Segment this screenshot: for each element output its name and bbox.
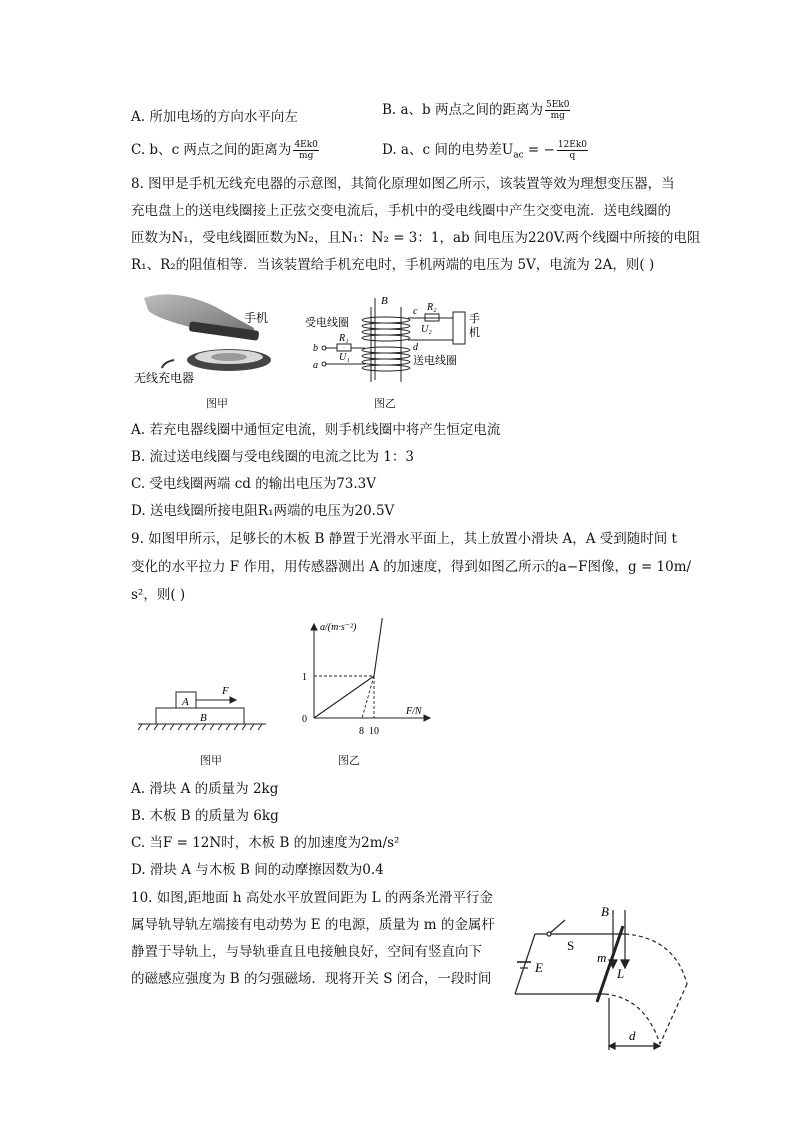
q7-option-b: B. a、b 两点之间的距离为 $\frac{5Ek0}{mg}$ (382, 100, 570, 121)
y-axis-label: a/(m·s⁻²) (320, 622, 357, 633)
svg-text:c: c (413, 306, 418, 317)
q8-stem-line: R₁、R₂的阻值相等．当该装置给手机充电时，手机两端的电压为 5V，电流为 2A，则( ) (131, 257, 655, 273)
phone-box (453, 312, 465, 344)
svg-text:E: E (535, 960, 543, 975)
svg-text:d: d (629, 1028, 636, 1043)
q8-option-c: C. 受电线圈两端 cd 的输出电压为73.3V (131, 476, 377, 492)
q10-stem-line: 的磁感应强度为 B 的匀强磁场．现将开关 S 闭合，一段时间 (131, 971, 492, 987)
q8-stem-line: 充电盘上的送电线圈接上正弦交变电流后，手机中的受电线圈中产生交变电流．送电线圈的 (131, 203, 671, 219)
q9-figure-a-caption: 图甲 (200, 754, 222, 767)
q8-option-d: D. 送电线圈所接电阻R₁两端的电压为20.5V (131, 503, 395, 519)
y-tick-label-1: 1 (302, 672, 307, 683)
svg-text:机: 机 (469, 327, 480, 339)
q8-option-a: A. 若充电器线圈中通恒定电流，则手机线圈中将产生恒定电流 (131, 422, 501, 438)
q9-figure-b-chart (298, 618, 438, 742)
x-tick-label-10: 10 (369, 726, 379, 737)
svg-text:B: B (381, 295, 388, 307)
label-recv-coil: 受电线圈 (305, 317, 349, 329)
q9-stem-line: 变化的水平拉力 F 作用，用传感器测出 A 的加速度，得到如图乙所示的a−F图像，g = 10m/ (131, 559, 692, 575)
q9-stem-line: 9. 如图甲所示，足够长的木板 B 静置于光滑水平面上，其上放置小滑块 A，A 受到随时间 t (131, 531, 677, 547)
q8-figure-b (305, 292, 495, 384)
svg-text:a: a (313, 360, 318, 371)
svg-text:B: B (200, 712, 207, 724)
origin-label: 0 (302, 714, 307, 725)
x-tick-label-8: 8 (359, 726, 364, 737)
label-send-coil: 送电线圈 (413, 355, 457, 367)
svg-text:L: L (617, 966, 625, 981)
guide-x8 (362, 676, 374, 718)
svg-text:U₂: U₂ (421, 324, 432, 335)
resistor-r1 (337, 344, 351, 351)
q8-figure-a-caption: 图甲 (206, 397, 228, 410)
series-line-1 (314, 676, 374, 718)
label-phone: 手 (469, 313, 480, 325)
series-line-2 (374, 618, 393, 676)
q9-option-c: C. 当F = 12N时，木板 B 的加速度为2m/s² (131, 835, 400, 851)
q10-stem-line: 10. 如图,距地面 h 高处水平放置间距为 L 的两条光滑平行金 (131, 890, 493, 906)
q8-stem-line: 匝数为N₁，受电线圈匝数为N₂，且N₁：N₂ = 3：1，ab 间电压为220V.两个线圈中所接的电阻 (131, 230, 701, 246)
svg-text:b: b (313, 343, 318, 354)
q10-stem-line: 静置于导轨上，与导轨垂直且电接触良好，空间有竖直向下 (131, 944, 482, 960)
svg-text:B: B (601, 904, 609, 919)
q9-stem-line: s²，则( ) (131, 587, 186, 603)
svg-text:U₁: U₁ (339, 352, 350, 363)
q7-option-a: A. 所加电场的方向水平向左 (131, 109, 298, 125)
q8-figure-a (134, 288, 284, 390)
q9-figure-a (136, 680, 268, 742)
svg-text:R₁: R₁ (339, 333, 349, 344)
q10-stem-line: 属导轨导轨左端接有电动势为 E 的电源，质量为 m 的金属杆 (131, 917, 495, 933)
q7-option-c: C. b、c 两点之间的距离为 $\frac{4Ek0}{mg}$ (131, 140, 318, 161)
q10-figure (505, 898, 690, 1058)
svg-text:A: A (182, 696, 189, 708)
svg-text:S: S (567, 938, 575, 953)
svg-text:F: F (222, 685, 229, 697)
q8-stem-line: 8. 图甲是手机无线充电器的示意图，其简化原理如图乙所示，该装置等效为理想变压器，当 (131, 176, 675, 192)
switch-lever (549, 920, 565, 934)
q9-option-b: B. 木板 B 的质量为 6kg (131, 808, 279, 824)
q8-option-b: B. 流过送电线圈与受电线圈的电流之比为 1：3 (131, 449, 414, 465)
q9-option-a: A. 滑块 A 的质量为 2kg (131, 781, 279, 797)
q9-option-d: D. 滑块 A 与木板 B 间的动摩擦因数为0.4 (131, 862, 384, 878)
q7-option-d: D. a、c 间的电势差$U_{ac}$ = − $\frac{12Ek0}{q}$ (382, 140, 588, 161)
q9-figure-b-caption: 图乙 (338, 754, 360, 767)
svg-text:m: m (597, 950, 607, 965)
cable-shape (162, 360, 174, 368)
svg-text:R₂: R₂ (427, 302, 437, 313)
x-axis-label: F/N (406, 706, 422, 717)
label-phone: 手机 (244, 311, 269, 325)
label-charger: 无线充电器 (134, 371, 195, 385)
q8-figure-b-caption: 图乙 (374, 397, 396, 410)
svg-text:d: d (413, 342, 418, 353)
